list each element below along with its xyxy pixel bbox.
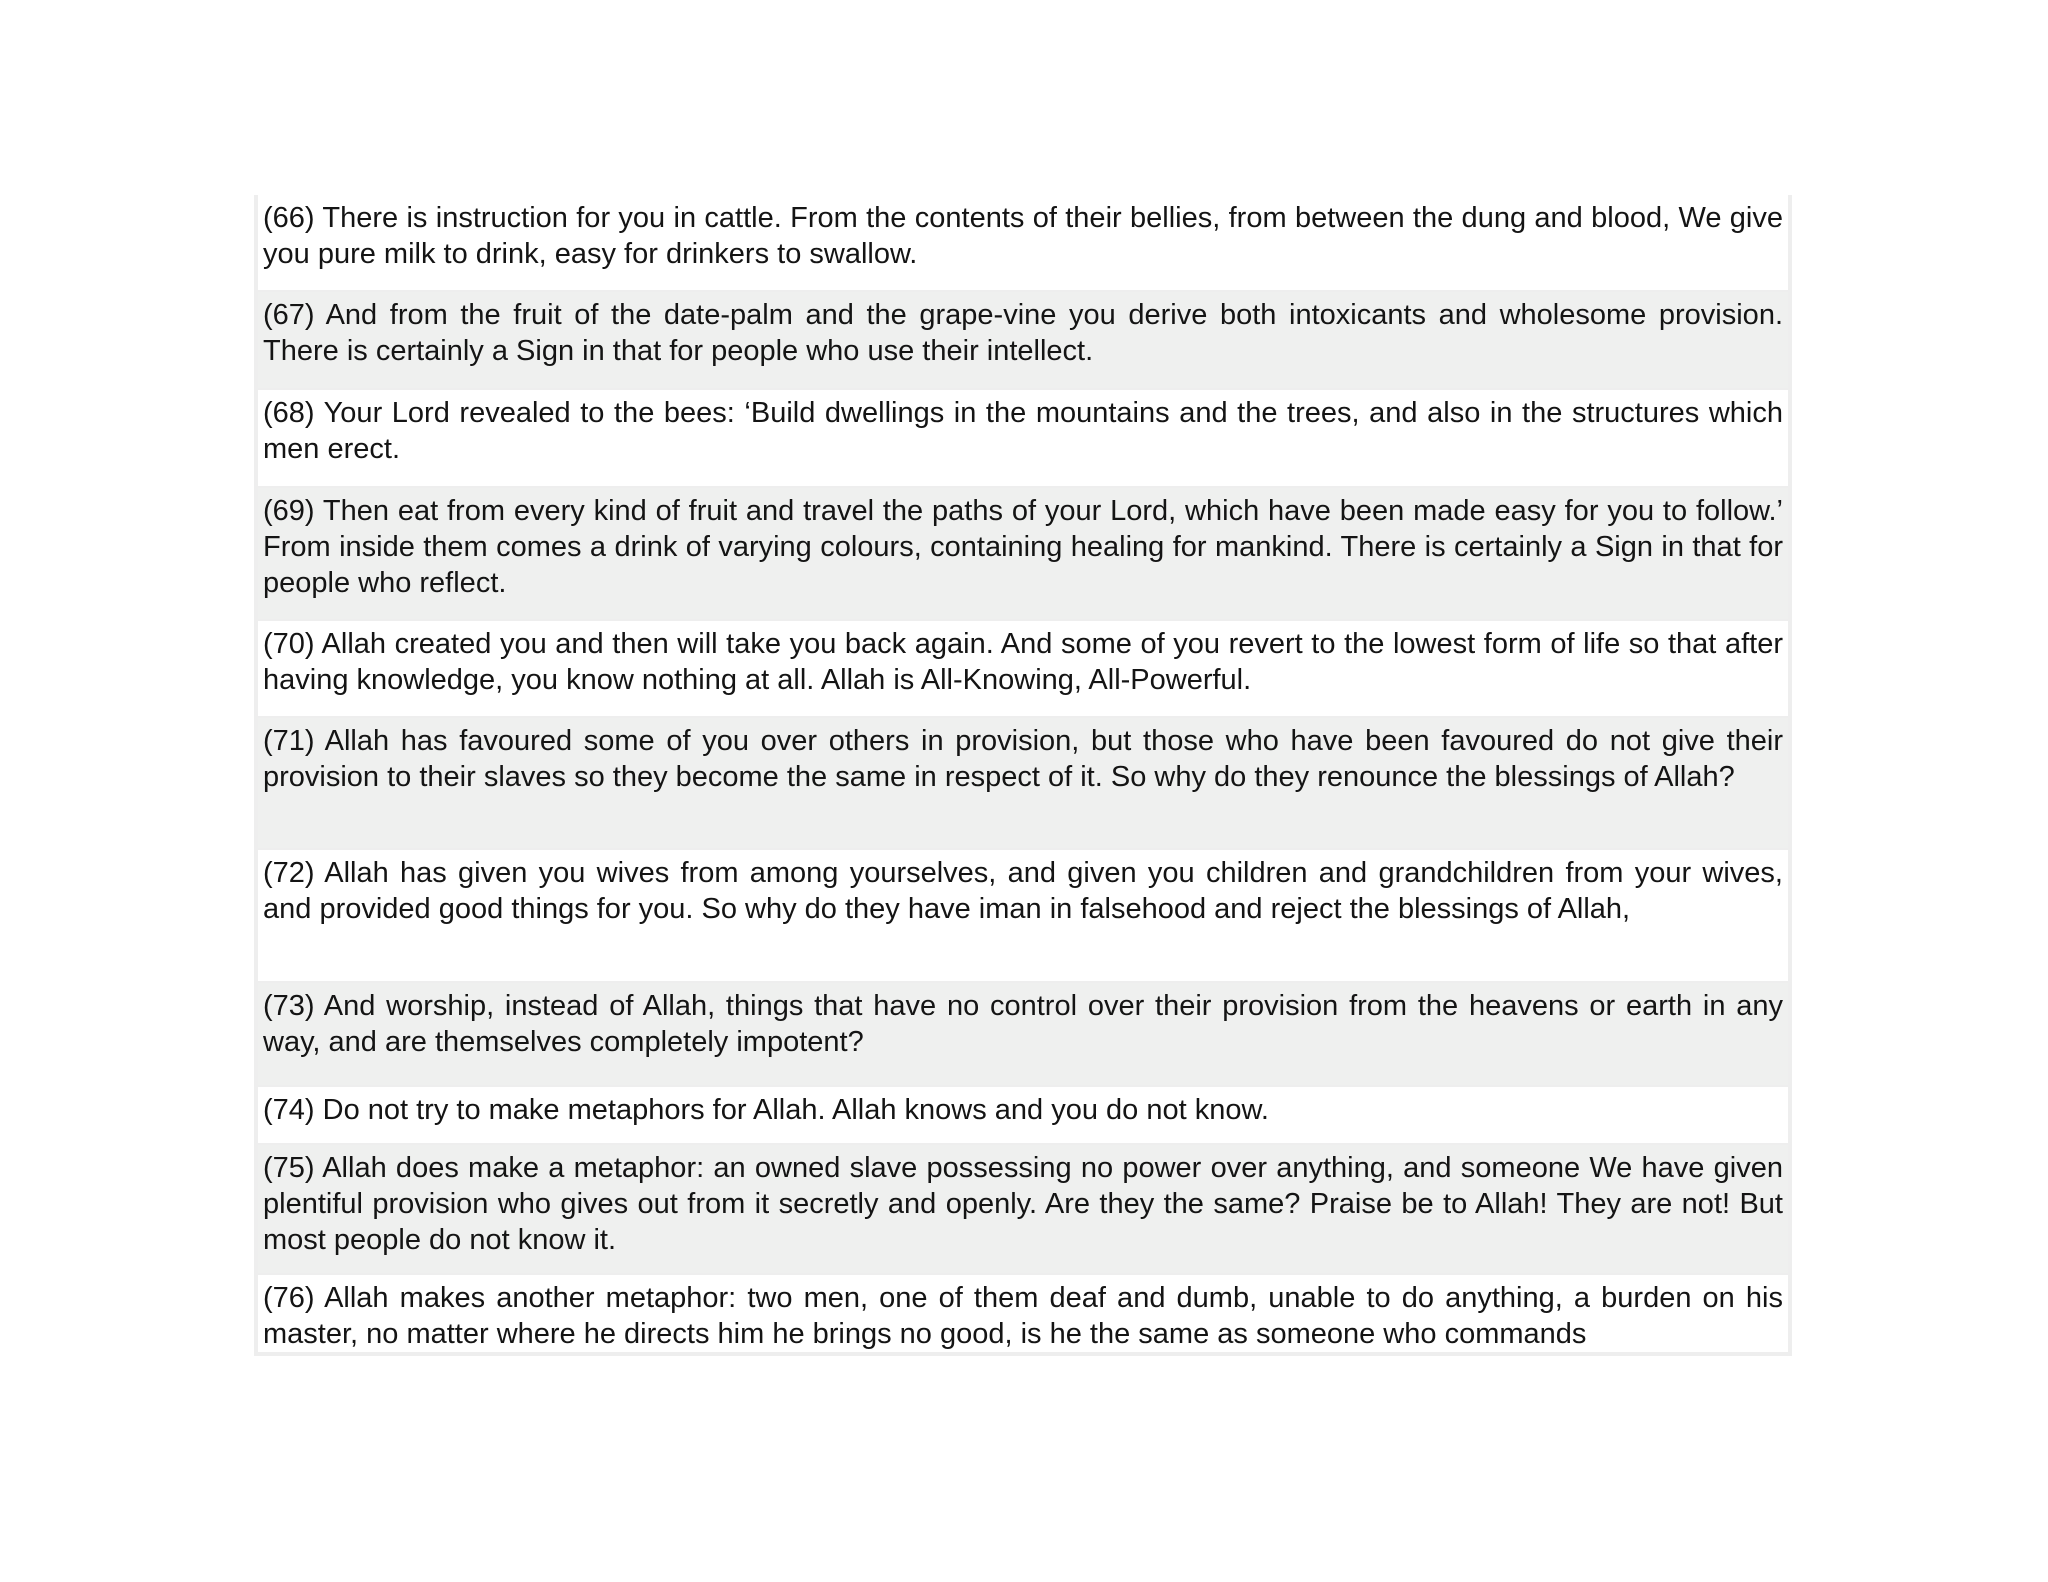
verse-row-76: (76) Allah makes another metaphor: two men, one of them deaf and dumb, unable to do anything, a burden on his master, no matter where he directs him he brings no good, is he the same as someone who commands [258, 1275, 1788, 1352]
verse-row-72: (72) Allah has given you wives from among yourselves, and given you children and grandchildren from your wives, and provided good things for you. So why do they have iman in falsehood and reject the blessings of Allah, [258, 850, 1788, 981]
verse-row-75: (75) Allah does make a metaphor: an owned slave possessing no power over anything, and someone We have given plentiful provision who gives out from it secretly and openly. Are they the same? Praise be to Allah! They are not! But most people do not know it. [258, 1145, 1788, 1273]
verse-row-71: (71) Allah has favoured some of you over others in provision, but those who have been favoured do not give their provision to their slaves so they become the same in respect of it. So why do they renounce the blessings of Allah? [258, 718, 1788, 848]
verse-row-74: (74) Do not try to make metaphors for Allah. Allah knows and you do not know. [258, 1087, 1788, 1143]
verse-row-67: (67) And from the fruit of the date-palm and the grape-vine you derive both intoxicants and wholesome provision. There is certainly a Sign in that for people who use their intellect. [258, 292, 1788, 388]
verse-row-66: (66) There is instruction for you in cattle. From the contents of their bellies, from between the dung and blood, We give you pure milk to drink, easy for drinkers to swallow. [258, 195, 1788, 290]
verse-table [254, 195, 1792, 1356]
verse-row-69: (69) Then eat from every kind of fruit and travel the paths of your Lord, which have been made easy for you to follow.’ From inside them comes a drink of varying colours, containing healing for mankind. There is certainly a Sign in that for people who reflect. [258, 488, 1788, 619]
verse-row-73: (73) And worship, instead of Allah, things that have no control over their provision from the heavens or earth in any way, and are themselves completely impotent? [258, 983, 1788, 1085]
verse-row-68: (68) Your Lord revealed to the bees: ‘Build dwellings in the mountains and the trees, and also in the structures which men erect. [258, 390, 1788, 486]
verse-row-70: (70) Allah created you and then will take you back again. And some of you revert to the lowest form of life so that after having knowledge, you know nothing at all. Allah is All-Knowing, All-Powerful. [258, 621, 1788, 716]
